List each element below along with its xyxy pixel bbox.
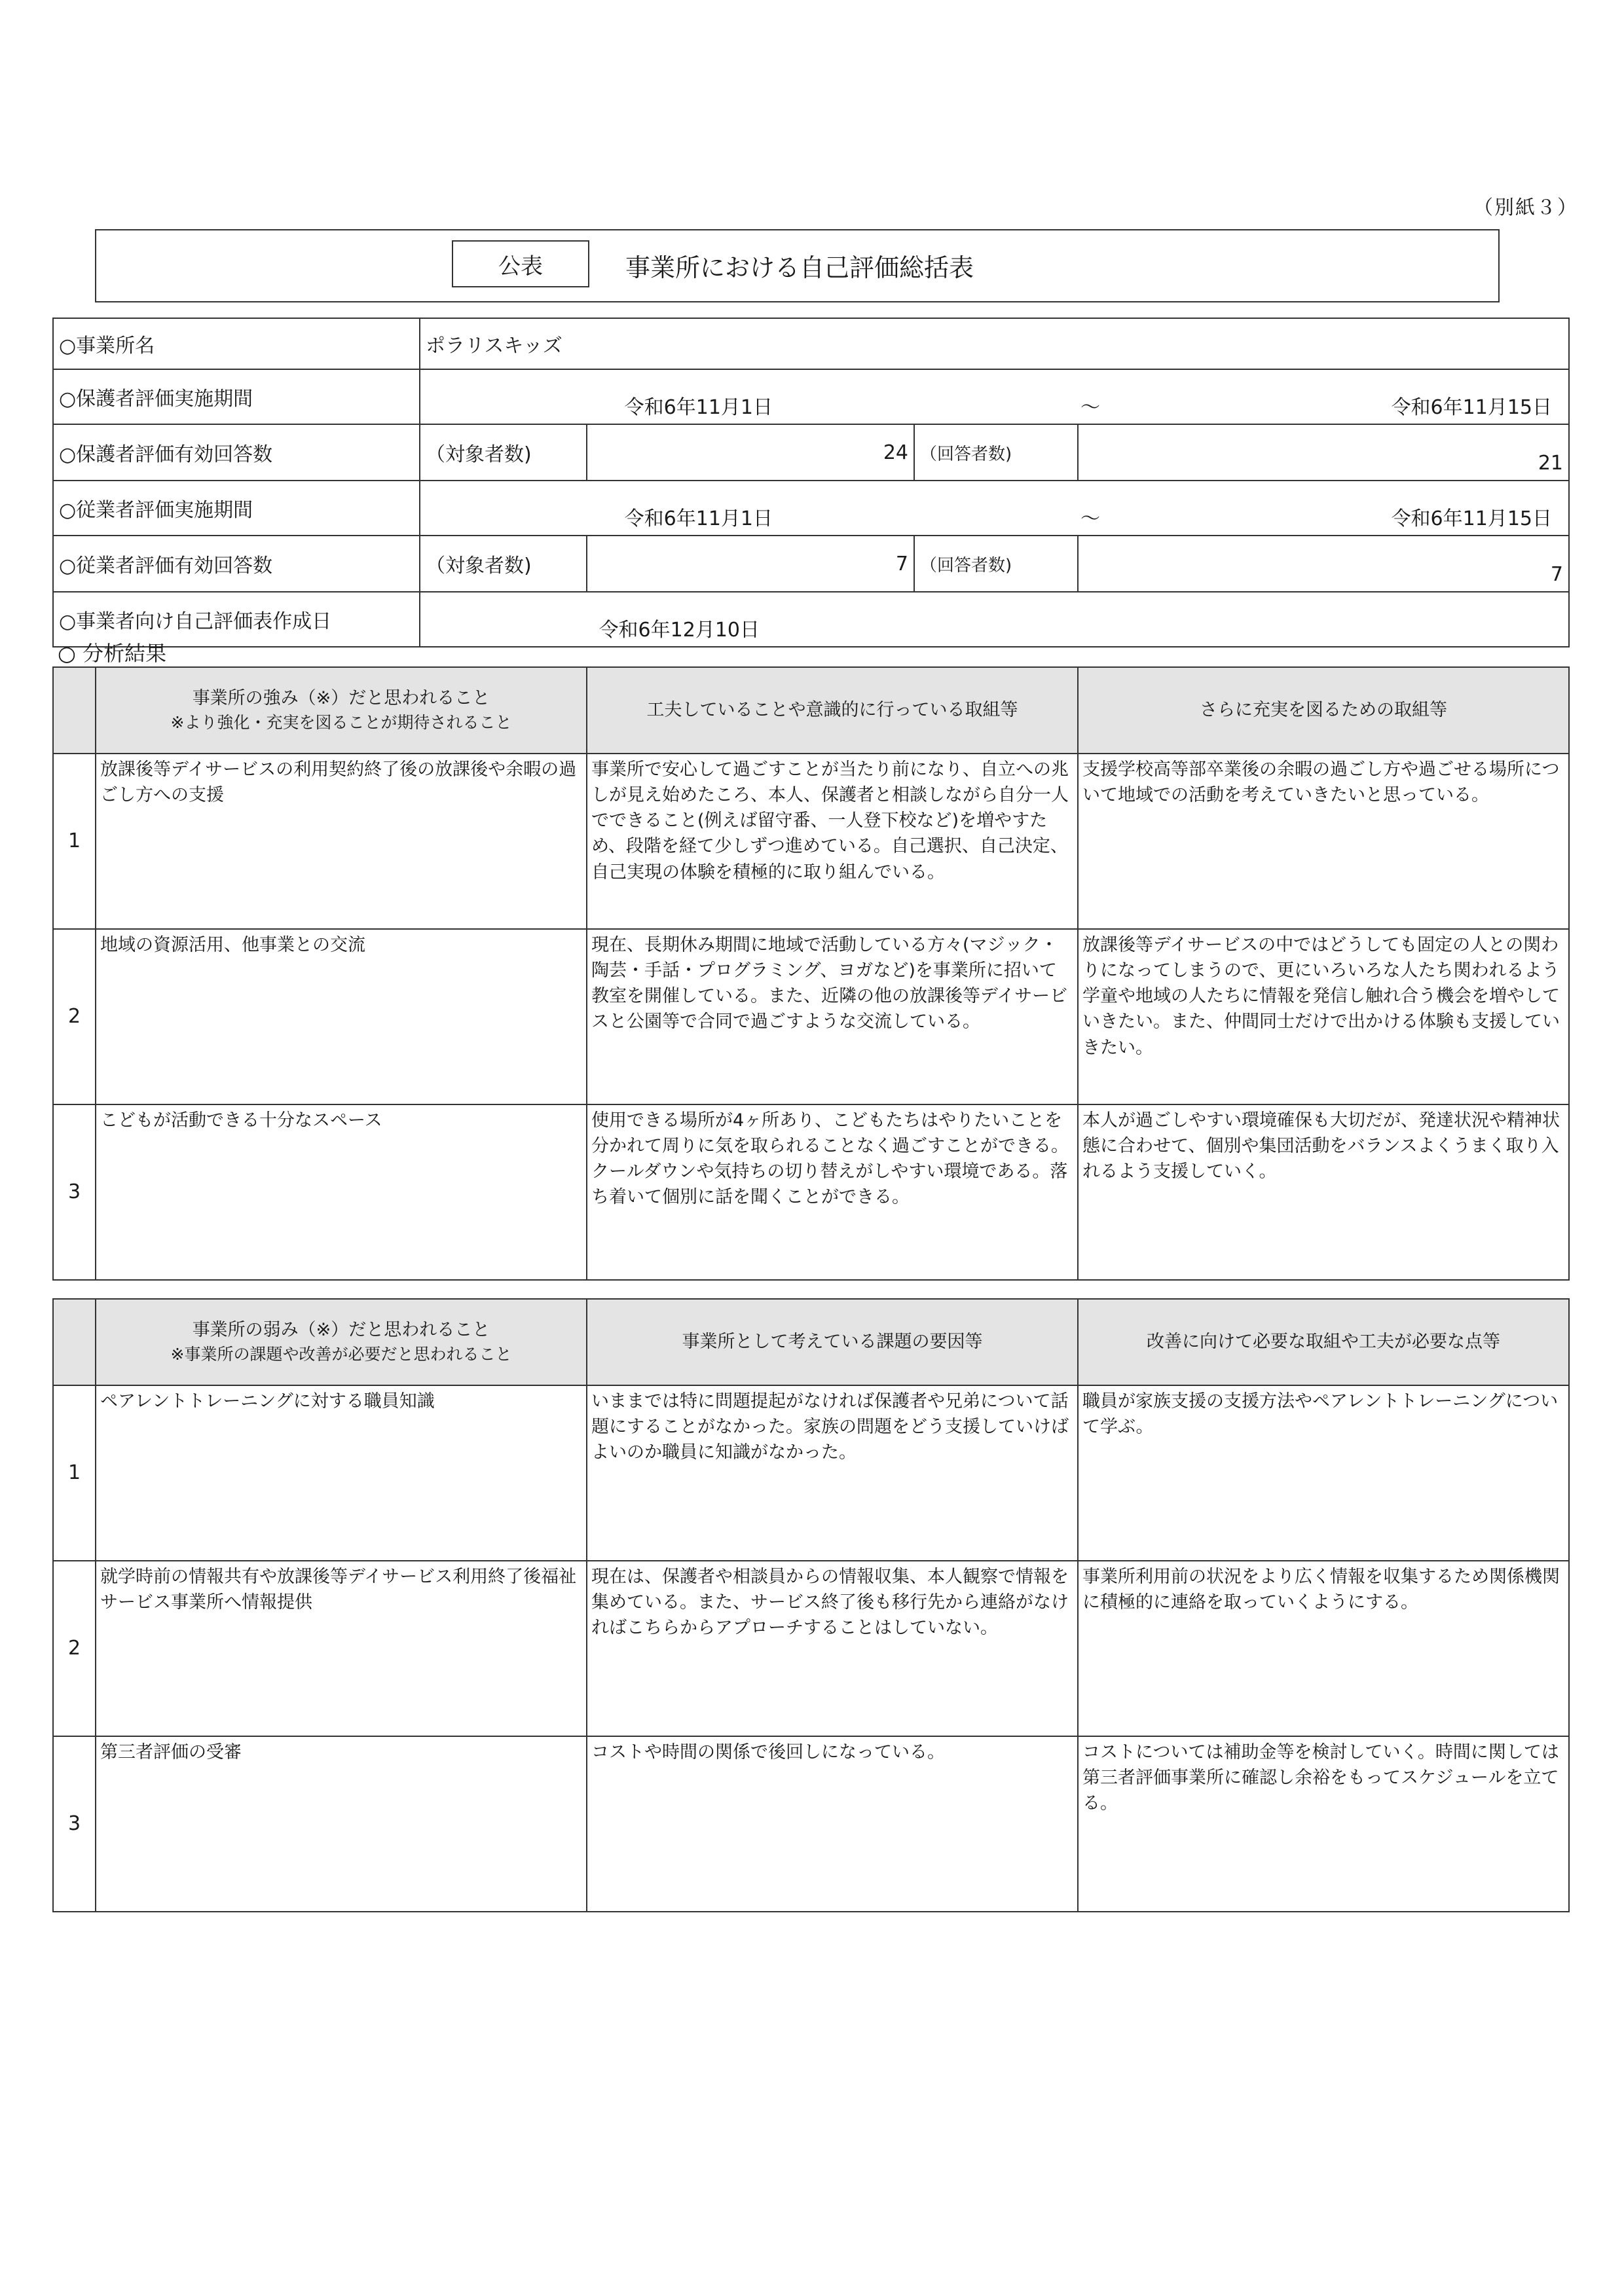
weakness-improvement: 事業所利用前の状況をより広く情報を収集するため関係機関に積極的に連絡を取っていくようにする。 <box>1078 1561 1569 1736</box>
row-number: 2 <box>53 929 96 1104</box>
staff-period-row <box>53 481 1569 536</box>
weaknesses-header-col3: 改善に向けて必要な取組や工夫が必要な点等 <box>1078 1299 1569 1385</box>
public-badge <box>452 240 589 287</box>
guardian-period-end: 令和6年11月15日 <box>1391 396 1552 419</box>
table-row <box>53 1385 1569 1561</box>
strength-item: 放課後等デイサービスの利用契約終了後の放課後や余暇の過ごし方への支援 <box>96 754 587 929</box>
staff-respondent-label: （回答者数) <box>914 536 1078 592</box>
weaknesses-header-col2: 事業所として考えている課題の要因等 <box>587 1299 1078 1385</box>
weakness-item: ペアレントトレーニングに対する職員知識 <box>96 1385 587 1561</box>
staff-period-label: ○従業者評価実施期間 <box>53 481 420 536</box>
strength-improvement: 放課後等デイサービスの中ではどうしても固定の人との関わりになってしまうので、更にいろいろな人たち関われるよう学童や地域の人たちに情報を発信し触れ合う機会を増やしていきたい。また、仲間同士だけで出かける体験も支援していきたい。 <box>1078 929 1569 1104</box>
table-row <box>53 929 1569 1104</box>
strength-effort: 事業所で安心して過ごすことが当たり前になり、自立への兆しが見え始めたころ、本人、保護者と相談しながら自分一人でできること(例えば留守番、一人登下校など)を増やすため、段階を経て少しずつ進めている。自己選択、自己決定、自己実現の体験を積極的に取り組んでいる。 <box>587 754 1078 929</box>
strength-improvement: 本人が過ごしやすい環境確保も大切だが、発達状況や精神状態に合わせて、個別や集団活動をバランスよくうまく取り入れるよう支援していく。 <box>1078 1104 1569 1280</box>
weaknesses-header-col1 <box>96 1299 587 1385</box>
created-date-value <box>420 592 1569 647</box>
weaknesses-header-row <box>53 1299 1569 1385</box>
row-number: 3 <box>53 1736 96 1912</box>
guardian-valid-label: ○保護者評価有効回答数 <box>53 424 420 481</box>
table-row <box>53 1561 1569 1736</box>
table-row <box>53 1104 1569 1280</box>
staff-period-start: 令和6年11月1日 <box>624 507 773 530</box>
strength-item: 地域の資源活用、他事業との交流 <box>96 929 587 1104</box>
staff-period-end: 令和6年11月15日 <box>1391 507 1552 530</box>
page-title: 事業所における自己評価総括表 <box>625 253 974 282</box>
staff-period-value <box>420 481 1569 536</box>
staff-target-label: （対象者数) <box>420 536 587 592</box>
facility-name-value: ポラリスキッズ <box>420 318 1569 369</box>
weakness-cause: コストや時間の関係で後回しになっている。 <box>587 1736 1078 1912</box>
staff-period-tilde: ～ <box>1080 507 1100 530</box>
weaknesses-header-no <box>53 1299 96 1385</box>
table-row <box>53 1736 1569 1912</box>
guardian-period-start: 令和6年11月1日 <box>624 396 773 419</box>
staff-valid-row <box>53 536 1569 592</box>
staff-respondent-count: 7 <box>1078 536 1569 592</box>
created-date-row <box>53 592 1569 647</box>
strengths-header-no <box>53 667 96 754</box>
guardian-respondent-count: 21 <box>1078 424 1569 481</box>
weaknesses-header-col1-title: 事業所の弱み（※）だと思われること <box>192 1320 490 1341</box>
facility-info-table <box>52 318 1570 647</box>
row-number: 1 <box>53 1385 96 1561</box>
weakness-cause: いままでは特に問題提起がなければ保護者や兄弟について話題にすることがなかった。家族の問題をどう支援していけばよいのか職員に知識がなかった。 <box>587 1385 1078 1561</box>
strengths-table <box>52 666 1570 1281</box>
guardian-target-label: （対象者数) <box>420 424 587 481</box>
weakness-item: 第三者評価の受審 <box>96 1736 587 1912</box>
public-label: 公表 <box>498 253 543 280</box>
strength-improvement: 支援学校高等部卒業後の余暇の過ごし方や過ごせる場所について地域での活動を考えていきたいと思っている。 <box>1078 754 1569 929</box>
created-date-label: ○事業者向け自己評価表作成日 <box>53 592 420 647</box>
strength-item: こどもが活動できる十分なスペース <box>96 1104 587 1280</box>
row-number: 1 <box>53 754 96 929</box>
weakness-improvement: コストについては補助金等を検討していく。時間に関しては第三者評価事業所に確認し余裕をもってスケジュールを立てる。 <box>1078 1736 1569 1912</box>
guardian-respondent-label: （回答者数) <box>914 424 1078 481</box>
weakness-item: 就学時前の情報共有や放課後等デイサービス利用終了後福祉サービス事業所へ情報提供 <box>96 1561 587 1736</box>
table-row <box>53 754 1569 929</box>
weakness-improvement: 職員が家族支援の支援方法やペアレントトレーニングについて学ぶ。 <box>1078 1385 1569 1561</box>
strengths-header-col1-note: ※より強化・充実を図ることが期待されること <box>170 713 512 733</box>
annex-label: （別紙３） <box>1473 196 1578 219</box>
strengths-header-row <box>53 667 1569 754</box>
strengths-header-col1 <box>96 667 587 754</box>
guardian-valid-row <box>53 424 1569 481</box>
analysis-heading: ○ 分析結果 <box>58 641 167 666</box>
row-number: 3 <box>53 1104 96 1280</box>
strength-effort: 使用できる場所が4ヶ所あり、こどもたちはやりたいことを分かれて周りに気を取られることなく過ごすことができる。クールダウンや気持ちの切り替えがしやすい環境である。落ち着いて個別に話を聞くことができる。 <box>587 1104 1078 1280</box>
guardian-period-value <box>420 369 1569 424</box>
staff-target-count: 7 <box>587 536 914 592</box>
strengths-header-col1-title: 事業所の強み（※）だと思われること <box>192 688 490 709</box>
created-date: 令和6年12月10日 <box>599 619 760 642</box>
strengths-header-col2: 工夫していることや意識的に行っている取組等 <box>587 667 1078 754</box>
facility-name-row <box>53 318 1569 369</box>
row-number: 2 <box>53 1561 96 1736</box>
guardian-target-count: 24 <box>587 424 914 481</box>
strength-effort: 現在、長期休み期間に地域で活動している方々(マジック・陶芸・手話・プログラミング、ヨガなど)を事業所に招いて教室を開催している。また、近隣の他の放課後等デイサービスと公園等で合同で過ごすような交流している。 <box>587 929 1078 1104</box>
strengths-header-col3: さらに充実を図るための取組等 <box>1078 667 1569 754</box>
guardian-period-tilde: ～ <box>1080 396 1100 419</box>
guardian-period-label: ○保護者評価実施期間 <box>53 369 420 424</box>
staff-valid-label: ○従業者評価有効回答数 <box>53 536 420 592</box>
weaknesses-table <box>52 1298 1570 1912</box>
weakness-cause: 現在は、保護者や相談員からの情報収集、本人観察で情報を集めている。また、サービス終了後も移行先から連絡がなければこちらからアプローチすることはしていない。 <box>587 1561 1078 1736</box>
guardian-period-row <box>53 369 1569 424</box>
facility-name-label: ○事業所名 <box>53 318 420 369</box>
weaknesses-header-col1-note: ※事業所の課題や改善が必要だと思われること <box>170 1345 512 1364</box>
